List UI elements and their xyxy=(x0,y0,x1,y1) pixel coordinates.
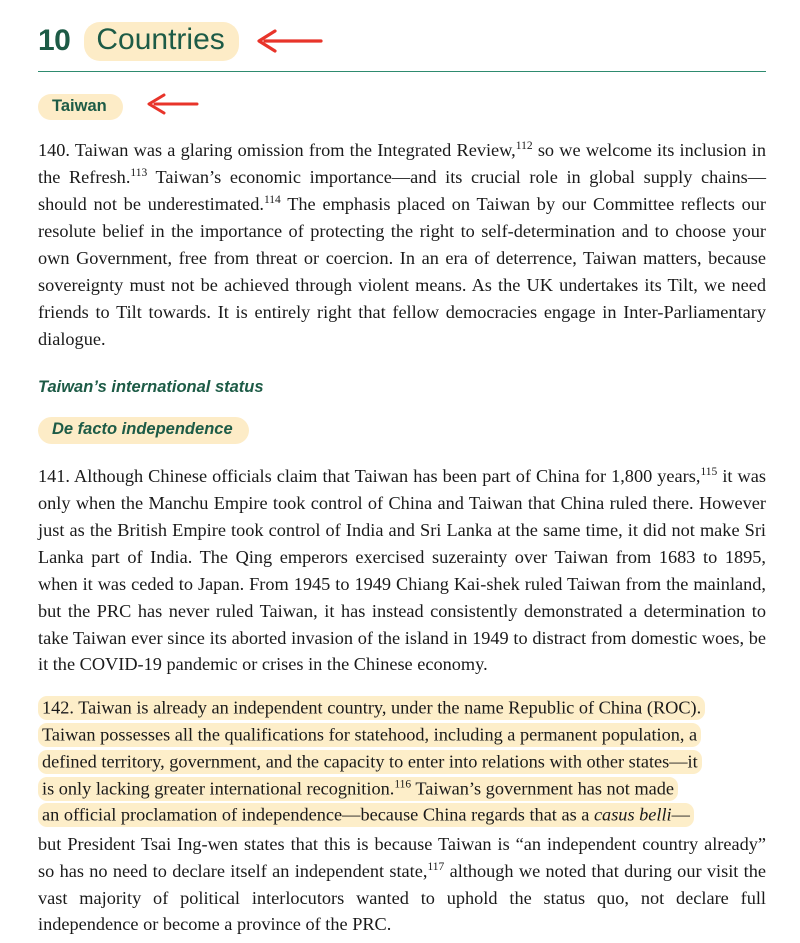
footnote-ref-112: 112 xyxy=(515,140,533,153)
highlighted-line xyxy=(38,694,766,721)
paragraph-140-text-3: Taiwan’s economic importance—and its crucial role in global supply chains—should not be underestimated. xyxy=(38,167,766,215)
chapter-heading xyxy=(38,22,766,72)
highlighted-line-text xyxy=(38,803,694,827)
paragraph-142-tail-b: although we noted that during our visit the vast majority of political interlocutors wanted to uphold the status quo, not declare full independence or become a province of the PRC. xyxy=(38,860,766,935)
paragraph-142-text-4a: is only lacking greater international recognition. xyxy=(42,778,395,799)
paragraph-142-text-5a: an official proclamation of independence—because China regards that as a xyxy=(42,804,594,825)
highlighted-line-text: 142. Taiwan is already an independent country, under the name Republic of China (ROC). xyxy=(38,696,705,720)
paragraph-141-text-2: it was only when the Manchu Empire took control of China and Taiwan that China ruled there. However just as the British Empire took control of India and Sri Lanka at the same time, it did not make Sri Lanka part of India. The Qing emperors exercised suzerainty over Taiwan from 1683 to 1895, when it was ceded to Japan. From 1945 to 1949 Chiang Kai-shek ruled Taiwan from the mainland, but the PRC has never ruled Taiwan, it has instead consistently demonstrated a determination to take Taiwan ever since its aborted invasion of the island in 1949 to distract from domestic woes, be it the COVID-19 pandemic or crises in the Chinese economy. xyxy=(38,466,766,675)
paragraph-141 xyxy=(38,463,766,678)
highlighted-line-text: defined territory, government, and the capacity to enter into relations with other states—it xyxy=(38,750,702,774)
section-label-taiwan: Taiwan xyxy=(38,94,123,121)
section-label-de-facto-independence: De facto independence xyxy=(38,417,249,444)
footnote-ref-114: 114 xyxy=(263,193,281,206)
subsection-row xyxy=(38,417,766,444)
subheading-international-status: Taiwan’s international status xyxy=(38,378,264,397)
footnote-ref-115: 115 xyxy=(700,466,718,479)
paragraph-141-text-1: Although Chinese officials claim that Taiwan has been part of China for 1,800 years, xyxy=(70,466,701,487)
page-title: Countries xyxy=(84,22,238,61)
highlighted-line xyxy=(38,748,766,775)
paragraph-142-text-5b: — xyxy=(671,804,690,825)
paragraph-140 xyxy=(38,137,766,352)
paragraph-140-text-4: The emphasis placed on Taiwan by our Committee reflects our resolute belief in the importance of protecting the right to self-determination and to choose your own Government, free from threat or coercion. In an era of deterrence, Taiwan matters, because sovereignty must not be achieved through violent means. As the UK undertakes its Tilt, we need friends to Tilt towards. It is entirely right that fellow democracies engage in Inter-Parliamentary dialogue. xyxy=(38,194,766,349)
paragraph-142-text-4b: Taiwan’s government has not made xyxy=(411,778,675,799)
paragraph-140-text-2: so we welcome its inclusion in the Refresh. xyxy=(38,140,766,188)
paragraph-number: 141. xyxy=(38,466,70,487)
highlighted-line xyxy=(38,775,766,802)
red-left-arrow-icon xyxy=(141,92,201,116)
paragraph-142-highlighted xyxy=(38,694,766,938)
highlighted-line xyxy=(38,802,766,829)
paragraph-142-tail xyxy=(38,831,766,939)
red-left-arrow-icon xyxy=(249,28,325,54)
paragraph-number: 140. xyxy=(38,140,70,161)
paragraph-142-tail-a: but President Tsai Ing-wen states that this is because Taiwan is “an independent country already” so has no need to declare itself an independent state, xyxy=(38,833,766,881)
chapter-title-wrap xyxy=(84,22,238,61)
country-section-row xyxy=(38,94,766,121)
footnote-ref-116: 116 xyxy=(394,777,412,790)
chapter-number: 10 xyxy=(38,24,71,58)
footnote-ref-117: 117 xyxy=(427,860,445,873)
annotation-arrow-wrap xyxy=(133,97,203,117)
highlighted-line-text xyxy=(38,777,678,801)
paragraph-140-text-1: Taiwan was a glaring omission from the Integrated Review, xyxy=(70,140,516,161)
highlighted-line xyxy=(38,721,766,748)
footnote-ref-113: 113 xyxy=(130,167,148,180)
highlighted-line-text: Taiwan possesses all the qualifications for statehood, including a permanent population, a xyxy=(38,723,701,747)
latin-phrase-casus-belli: casus belli xyxy=(593,804,672,825)
